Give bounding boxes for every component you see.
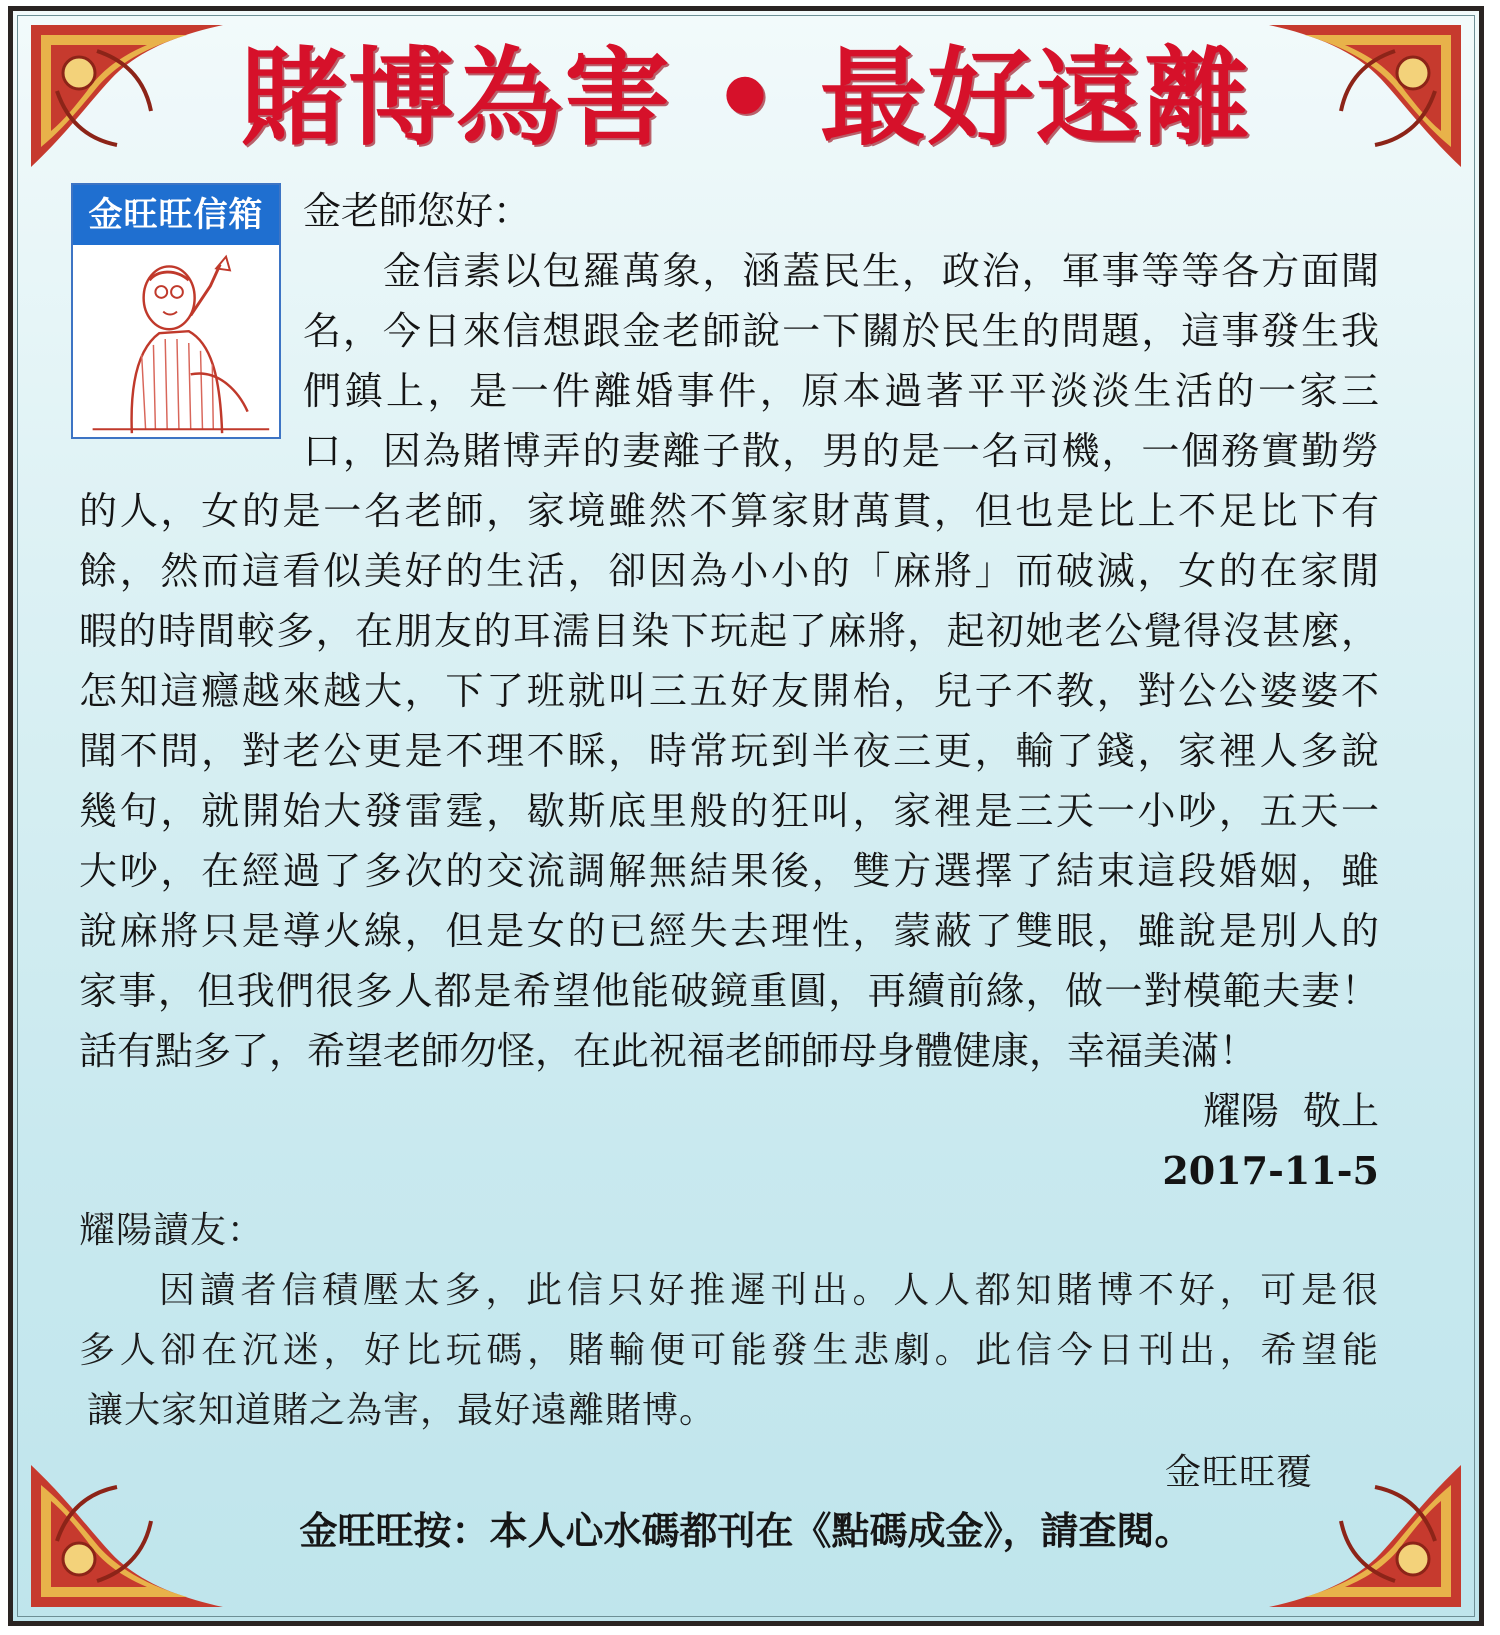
letter-line: 說麻將只是導火線，但是女的已經失去理性，蒙蔽了雙眼，雖說是別人的 <box>79 909 1379 953</box>
footer-note: 金旺旺按：本人心水碼都刊在《點碼成金》，請查閱。 <box>299 1509 1193 1553</box>
letter-line: 怎知這癮越來越大，下了班就叫三五好友開枱，兒子不教，對公公婆婆不 <box>79 669 1379 713</box>
article-title: 賭博為害 • 最好遠離 <box>240 35 1252 160</box>
letter-line: 餘，然而這看似美好的生活，卻因為小小的「麻將」而破滅，女的在家閒 <box>79 549 1379 593</box>
letter-line: 幾句，就開始大發雷霆，歇斯底里般的狂叫，家裡是三天一小吵，五天一 <box>79 789 1379 833</box>
reply-signature: 金旺旺覆 <box>1164 1452 1313 1493</box>
letter-line: 暇的時間較多，在朋友的耳濡目染下玩起了麻將，起初她老公覺得沒甚麼， <box>79 609 1379 653</box>
letter-line: 聞不問，對老公更是不理不睬，時常玩到半夜三更，輸了錢，家裡人多說 <box>79 729 1379 773</box>
letter-salutation: 金老師您好： <box>303 189 532 233</box>
letter-line: 們鎮上，是一件離婚事件，原本過著平平淡淡生活的一家三 <box>303 369 1379 413</box>
letter-line: 金信素以包羅萬象，涵蓋民生，政治，軍事等等各方面聞 <box>383 249 1379 293</box>
article-frame <box>8 6 1484 1626</box>
letter-line: 的人，女的是一名老師，家境雖然不算家財萬貫，但也是比上不足比下有 <box>79 489 1379 533</box>
letter-line: 名，今日來信想跟金老師說一下關於民生的問題，這事發生我 <box>303 309 1379 353</box>
reply-salutation: 耀陽讀友： <box>79 1210 265 1251</box>
reply-line: 讓大家知道賭之為害，最好遠離賭博。 <box>87 1390 717 1431</box>
letter-line: 大吵，在經過了多次的交流調解無結果後，雙方選擇了結束這段婚姻，雖 <box>79 849 1379 893</box>
reply-line: 多人卻在沉迷，好比玩碼，賭輸便可能發生悲劇。此信今日刊出，希望能 <box>79 1330 1379 1371</box>
letter-signature: 耀陽 敬上 <box>1202 1089 1379 1133</box>
column-badge <box>71 183 281 439</box>
teacher-illustration-icon <box>73 245 279 437</box>
letter-line: 家事，但我們很多人都是希望他能破鏡重圓，再續前緣，做一對模範夫妻！ <box>79 969 1379 1013</box>
column-name: 金旺旺信箱 <box>73 185 279 245</box>
letter-line: 話有點多了，希望老師勿怪，在此祝福老師師母身體健康，幸福美滿！ <box>79 1029 1258 1073</box>
letter-date: 2017-11-5 <box>1162 1148 1379 1193</box>
reply-line: 因讀者信積壓太多，此信只好推遲刊出。人人都知賭博不好，可是很 <box>159 1270 1379 1311</box>
letter-line: 口，因為賭博弄的妻離子散，男的是一名司機，一個務實勤勞 <box>303 429 1379 473</box>
